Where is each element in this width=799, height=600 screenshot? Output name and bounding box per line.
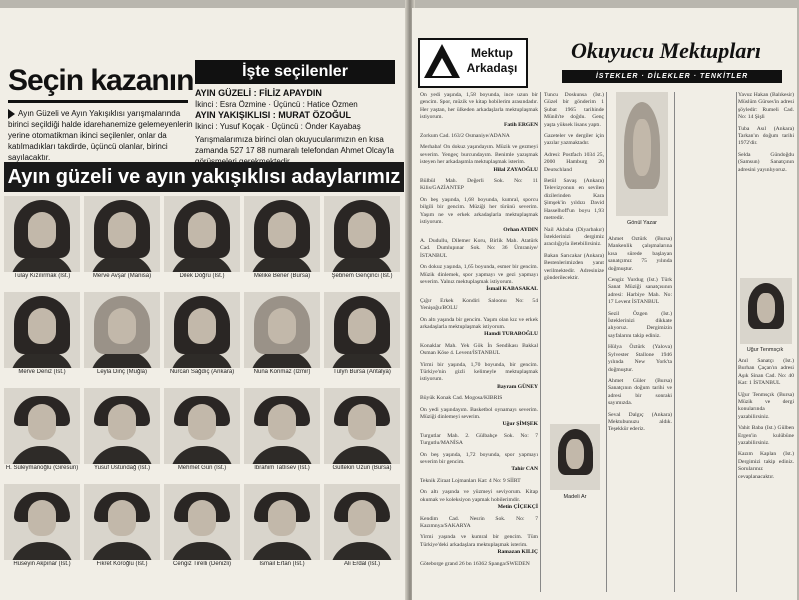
contestant-photo — [4, 196, 80, 272]
letter-entry — [544, 253, 604, 283]
letter-entry — [420, 298, 538, 313]
letter-text: On yedi yaşında, 1,58 boyunda, ince uzun bir gencim. Spor, müzik ve kitap hobilerim arasındadır. Her yaştan, her ülkeden arkadaşlarla mektuplaşmak istiyorum. — [420, 92, 538, 121]
letter-text: Nail Akbaba (Diyarbakır) İsteklerinizi dergimiz aracılığıyla iletebilirsiniz. — [544, 226, 604, 248]
contestant-name: İsmail Ertan (Ist.) — [259, 561, 305, 567]
photo-gonul-yazar — [616, 92, 668, 216]
column-rule — [736, 92, 737, 592]
contestant-card — [84, 292, 160, 375]
letter-entry — [544, 133, 604, 148]
letter-text: Büyük Konak Cad. Mogosa/KIBRIS — [420, 395, 503, 402]
column-rule — [540, 92, 541, 592]
contestant-card — [324, 388, 400, 471]
contestant-name: Nuna Konmaz (İzmir) — [253, 369, 311, 375]
contestant-card — [84, 484, 160, 567]
contest-banner: Ayın güzeli ve ayın yakışıklısı adaylarımız — [4, 162, 404, 192]
contestant-photo — [164, 388, 240, 464]
letter-text: Uğur Tenmsçık (Bursa) Müzik ve dergi konularında yazabilirsiniz. — [738, 391, 794, 420]
right-page — [412, 8, 797, 600]
contestant-photo — [324, 292, 400, 368]
contestant-name: Ali Erdal (Ist.) — [343, 561, 380, 567]
letter-entry — [738, 425, 794, 447]
letter-text: Cengiz Yurdug (Ist.) Türk Sanat Müziği sanatçısının adresi: Harbiye Mah. No: 17 Levent İSTANBUL — [608, 277, 672, 306]
contestant-photo — [4, 484, 80, 560]
letter-text: A. Dudullu, Dilemer Koru, Birlik Mah. Atatürk Cad. Dumlupınar Sok. No: 36 Ümraniye/İSTANBUL — [420, 237, 538, 259]
winners-block — [195, 88, 400, 167]
letter-entry — [420, 489, 538, 511]
intro-text — [8, 108, 194, 163]
contestant-name: Cengiz Tirelli (Denizli) — [172, 561, 231, 567]
contestant-name: Tulay Kızılırmak (Ist.) — [13, 273, 71, 279]
letter-entry — [420, 561, 538, 568]
letter-entry — [738, 126, 794, 148]
contestant-photo — [324, 388, 400, 464]
letter-text: On altı yaşında ve yüzmeyi seviyorum. Kitap okumak ve koleksiyon yapmak hobilerimdir. — [420, 489, 538, 503]
contestant-card — [244, 484, 320, 567]
contestant-name: Hüseyin Akpınar (Ist.) — [13, 561, 71, 567]
contestant-card — [84, 388, 160, 471]
page-title: Seçin kazanın — [8, 64, 194, 97]
contestant-card — [164, 196, 240, 279]
letter-entry — [420, 362, 538, 392]
letter-signature: Fatih ERGEN — [503, 121, 538, 128]
contestant-card — [324, 484, 400, 567]
letter-text: Yirmi bir yaşında, 1,70 boyunda, bir gencim. Türkiye'nin gizli kelimeyle mektuplaşmak istiyorum. — [420, 361, 538, 383]
letter-text: Turgutlar Mah. 2. Gülbahçe Sok. No: 7 Turgutlu/MANİSA — [420, 432, 538, 447]
contestant-card — [164, 292, 240, 375]
contestant-card — [244, 292, 320, 375]
letter-text: Teknik Ziraat Lojmanları Kat: 4 No: 9 SİİRT — [420, 477, 521, 484]
contestant-name: İbrahim Tatlısev (Ist.) — [254, 465, 310, 471]
letter-text: Tuba Asıl (Ankara) Tarkan'ın doğum tarihi 1972'dir. — [738, 125, 794, 147]
contestant-photo — [324, 196, 400, 272]
letter-entry — [420, 133, 538, 140]
letter-entry — [420, 317, 538, 339]
pen-pal-logo — [418, 38, 528, 88]
arrow-icon — [8, 109, 15, 119]
letters-column-3 — [676, 92, 734, 592]
letters-column-1 — [544, 92, 604, 592]
intro-paragraph: Ayın Güzeli ve Ayın Yakışıklısı yarışmalarında birinci seçildiği halde idarehanemize gelemeyenlerin yerine otomatikman ikinci seçilenler, onlar da katılmadıkları takdirde, üçüncü olanlar, birinci sayılacaktır. — [8, 109, 193, 162]
letter-text: Yavuz Hakan (Balıkesir) Müslüm Gürses'in adresi şöyledir: Rumeli Cad. No: 14 Şişli — [738, 92, 794, 121]
letter-entry — [420, 144, 538, 174]
column-rule — [674, 92, 675, 592]
letter-entry — [420, 478, 538, 485]
letter-entry — [608, 412, 672, 434]
letters-column-2 — [608, 236, 672, 592]
pen-pal-column — [420, 92, 538, 592]
letter-text: Kazım Kaplan (Ist.) Dergimizi takip ediniz. Sorularınız cevaplanacaktır. — [738, 451, 794, 480]
letter-entry — [738, 392, 794, 422]
letter-entry — [608, 344, 672, 374]
female-runners: İkinci : Esra Özmine · Üçüncü : Hatice Özmen — [195, 100, 358, 109]
letter-text: Bülbül Mah. Değerli Sok. No: 11 Kilis/GAZİANTEP — [420, 178, 538, 192]
letter-entry — [420, 534, 538, 556]
contestant-card — [324, 292, 400, 375]
letter-text: Zorkum Cad. 163/2 Osmaniye/ADANA — [420, 133, 510, 140]
contestant-card — [244, 388, 320, 471]
male-runners: İkinci : Yusuf Koçak · Üçüncü : Önder Kayabaş — [195, 122, 361, 131]
letter-entry — [544, 92, 604, 129]
logo-line-2: Arkadaşı — [466, 61, 518, 75]
letter-text: On beş yaşında, 1,72 boyunda, spor yapmayı severim bir gencim. — [420, 451, 538, 466]
letter-text: On yedi yaşındayım. Basketbol oynamayı severim. Müziği dinlemeyi severim. — [420, 406, 538, 421]
letter-entry — [420, 433, 538, 448]
photo-caption: Madeli Ar — [563, 494, 587, 500]
logo-line-1: Mektup — [471, 46, 513, 60]
contestant-card — [164, 484, 240, 567]
letter-entry — [420, 178, 538, 193]
winners-note: Yarışmalarımıza birinci olan okuyucularımızın en kısa zamanda 527 17 88 numaralı telefondan Ahmet Olcay'la — [195, 135, 394, 155]
contestant-photo — [84, 292, 160, 368]
letter-text: Seval Dalgıç (Ankara) Mektubunuzu aldık. Teşekkür ederiz. — [608, 411, 672, 433]
letter-signature: Metin ÇİÇEKÇİ — [497, 504, 538, 511]
letter-text: Selda Gündoğdu (Samsun) Sanatçının adresini yayınlıyoruz. — [738, 151, 794, 173]
contestant-photo — [4, 388, 80, 464]
contestant-photo — [84, 196, 160, 272]
contestant-card — [84, 196, 160, 279]
letter-text: Çığır Erkek Kondiri Saloonu No: 54 Yenişoğu/BOLU — [420, 297, 538, 312]
letters-subtitle: İSTEKLER · DİLEKLER · TENKİTLER — [562, 70, 782, 83]
letter-entry — [420, 516, 538, 531]
letter-text: Merhaba! On dokuz yaşındayım. Müzik ve gezmeyi severim. Yengeç burcundayım. Benimle yazışmak isteyen her arkadaşımla mektuplaşmak isterim. — [420, 144, 538, 166]
letter-entry — [420, 197, 538, 234]
contestant-name: Gültekin Uzun (Bursa) — [332, 465, 392, 471]
contestant-name: Merve Deniz (Ist.) — [18, 369, 66, 375]
contestant-name: H. Süleymanoğlu (Giresun) — [5, 465, 79, 471]
contestant-name: Leyla Dinç (Muğla) — [96, 369, 148, 375]
male-winner: AYIN YAKIŞIKLISI : MURAT ÖZOĞUL — [195, 110, 352, 120]
contestant-card — [324, 196, 400, 279]
letter-text: Sezil Özgen (Ist.) İsteklerinizi dikkate alıyoruz. Dergimizin sayfalarını takip ediniz. — [608, 310, 672, 339]
letter-signature: Bayram GÜNEY — [497, 383, 538, 390]
letter-entry — [738, 92, 794, 122]
contestant-name: Fikret Köroğlu (Ist.) — [96, 561, 148, 567]
letter-entry — [608, 378, 672, 408]
letters-column-4 — [738, 92, 794, 272]
letter-entry — [420, 264, 538, 294]
contestant-card — [4, 388, 80, 471]
contestant-name: Şebnem Gençinci (Ist.) — [331, 273, 393, 279]
letter-entry — [544, 227, 604, 249]
contestant-name: Yusuf Üstündağ (Ist.) — [93, 465, 151, 471]
selected-banner: İşte seçilenler — [195, 60, 395, 84]
photo-caption: Gönül Yazar — [626, 220, 658, 226]
column-rule — [606, 92, 607, 592]
letter-text: Gazeteler ve dergiler için yazılar yazmaktadır. — [544, 133, 604, 147]
left-page — [0, 8, 408, 600]
contestant-photo — [164, 292, 240, 368]
contestant-card — [4, 292, 80, 375]
photo-madeli-ar — [550, 424, 600, 490]
letter-text: Adresi: Postfach 1034 25, 2000 Hamburg 20 Deutschland — [544, 151, 604, 173]
photo-caption: Uğur Tenmsçık — [746, 347, 784, 353]
letter-entry — [738, 358, 794, 388]
contestant-name: Dilek Doğru (Ist.) — [179, 273, 225, 279]
letter-text: On beş yaşında, 1,68 boyunda, kumral, sporcu bilgili bir gencim. Müziği her türünü severim. Yaşım ne ve erkek arkadaşlarla mektuplaşmak istiyorum. — [420, 196, 538, 226]
title-rule — [8, 100, 188, 103]
letter-signature: Tahir CAN — [511, 466, 538, 473]
contestant-photo — [244, 196, 320, 272]
contestant-photo — [164, 196, 240, 272]
contestant-name: Mehmet Gün (Ist.) — [177, 465, 227, 471]
letters-column-4-lower — [738, 358, 794, 588]
contestant-photo — [244, 484, 320, 560]
contestant-card — [164, 388, 240, 471]
contestant-photo — [4, 292, 80, 368]
contestant-photo — [244, 292, 320, 368]
letter-entry — [608, 277, 672, 307]
letter-entry — [738, 152, 794, 174]
photo-ugur-tenmscik — [740, 278, 792, 344]
contestant-photo — [324, 484, 400, 560]
letter-text: Yirmi yaşında ve kumral bir gencim. Tüm Türkiye'deki arkadaşlara mektuplaşmak isterim. — [420, 534, 538, 548]
letter-signature: Uğur ŞİMŞEK — [502, 421, 538, 428]
letter-text: Betül Savaş (Ankara) Televizyonun en sevilen dizilerinden Kara Şimşek'in yıldızı David Hasselhoff'un boyu 1,93 metredir. — [544, 178, 604, 222]
contestant-card — [244, 196, 320, 279]
letter-text: On altı yaşında bir gencim. Yaşım olan kız ve erkek arkadaşlarla mektuplaşmak istiyorum. — [420, 316, 538, 330]
contestant-card — [4, 196, 80, 279]
letter-entry — [544, 152, 604, 174]
contestant-photo — [164, 484, 240, 560]
letter-signature: İsmail KABASAKAL — [486, 286, 538, 293]
letter-entry — [420, 238, 538, 260]
letter-entry — [608, 236, 672, 273]
letter-text: Anıl Sanatçı (Ist.) Burhan Çaçan'ın adresi Aşık Sinan Cad. No: 40 Kat: 1 İSTANBUL — [738, 358, 794, 387]
contestant-name: Merve Avşar (Manisa) — [92, 273, 152, 279]
contestant-name: Melike Bener (Bursa) — [253, 273, 311, 279]
letter-text: On dokuz yaşında, 1,65 boyunda, esmer bir gencim. Müzik dinlemek, spor yapmayı ve gezi yapmayı severim. Yalnız mektuplaşmak istiyorum. — [420, 264, 538, 285]
letter-text: Tuncu Doskunsa (Ist.) Güzel bir gönderim 1 Şubat 1965 tarihinde Münih'te doğdu. Genç yaşta yüksek lisans yaptı. — [544, 92, 604, 128]
letter-text: Ahmet Öztürk (Bursa) Mankenlik çalışmalarına kısa sürede başlayan sanatçımız 75 yılında doğmuştur. — [608, 236, 672, 272]
letter-entry — [420, 395, 538, 402]
contestant-card — [4, 484, 80, 567]
letter-signature: Hamdi TURABOĞLU — [484, 331, 538, 338]
letter-entry — [420, 92, 538, 129]
letter-text: Kendim Cad. Nesrin Sok. No: 7 Kazımnya/SAKARYA — [420, 515, 538, 529]
letter-entry — [738, 451, 794, 481]
letter-text: Vahit Baba (Ist.) Gülben Ergen'in kulübüne yazabilirsiniz. — [738, 425, 794, 447]
contestant-photo — [84, 388, 160, 464]
letter-text: Göteborge grand 26 bn 16362 Spanga/SWEDEN — [420, 560, 530, 567]
contestant-photo — [244, 388, 320, 464]
letters-title: Okuyucu Mektupları — [570, 38, 762, 63]
letter-signature: Hilal ZAYAOĞLU — [493, 166, 538, 173]
contestant-name: Nurcan Sağdıç (Ankara) — [169, 369, 235, 375]
letter-text: Hülya Öztürk (Yalova) Sylvester Stallone 1946 yılında New York'ta doğmuştur. — [608, 344, 672, 373]
letter-entry — [608, 311, 672, 341]
letter-entry — [544, 178, 604, 222]
letter-signature: Orhan AYDIN — [503, 226, 538, 233]
letter-entry — [420, 343, 538, 358]
contestant-name: Tülyn Bursa (Antalya) — [333, 369, 391, 375]
letter-text: Konaklar Mah. Yek Gök İn Sendikası Bakkal Osman Köse 4. Levent/İSTANBUL — [420, 342, 538, 357]
letter-entry — [420, 452, 538, 474]
letter-signature: Ramazan KILIÇ — [497, 549, 538, 556]
letter-entry — [420, 407, 538, 429]
female-winner: AYIN GÜZELİ : FİLİZ APAYDIN — [195, 88, 322, 98]
contestant-photo — [84, 484, 160, 560]
letter-text: Ahmet Güler (Bursa) Sanatçının doğum tarihi ve adresi bir sonraki sayımızda. — [608, 377, 672, 407]
letter-text: Bakan Sarıcakar (Ankara) Bestenlerimizden yanıt verilmektedir. Adresinize gönderilecektir. — [544, 252, 604, 281]
